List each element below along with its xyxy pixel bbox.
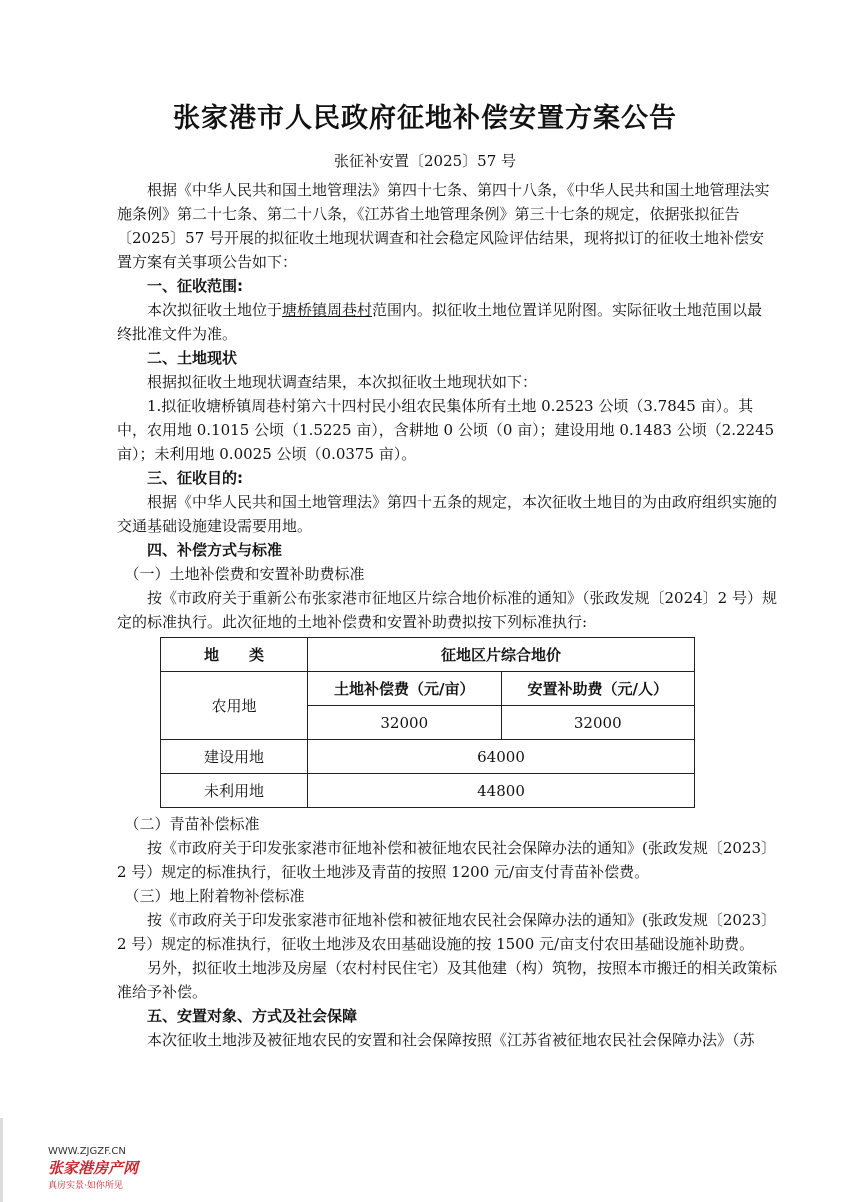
compensation-table <box>160 637 695 808</box>
table-header-resettlement: 安置补助费（元/人） <box>501 672 695 706</box>
table-cell-agri: 农用地 <box>161 672 308 740</box>
watermark-brand: 张家港房产网 <box>48 1159 139 1177</box>
table-cell-agri-land: 32000 <box>308 706 502 740</box>
table-cell-build-value: 64000 <box>308 740 695 774</box>
section-2-paragraph-1: 根据拟征收土地现状调查结果，本次拟征收土地现状如下： <box>147 373 538 391</box>
section-1-text-before: 本次拟征收土地位于 <box>147 301 283 319</box>
section-2-heading: 二、土地现状 <box>147 349 238 367</box>
subsection-2-heading: （二）青苗补偿标准 <box>124 815 260 833</box>
watermark-url: WWW.ZJGZF.CN <box>48 1146 126 1157</box>
subsection-1-paragraph: 按《市政府关于重新公布张家港市征地区片综合地价标准的通知》（张政发规〔2024〕2 号）规定的标准执行。此次征地的土地补偿费和安置补助费拟按下列标准执行: <box>117 589 777 631</box>
subsection-3-heading: （三）地上附着物补偿标准 <box>124 887 305 905</box>
subsection-2-paragraph: 按《市政府关于印发张家港市征地补偿和被征地农民社会保障办法的通知》(张政发规〔2023〕2 号）规定的标准执行，征收土地涉及青苗的按照 1200 元/亩支付青苗补偿费。 <box>117 839 777 881</box>
intro-paragraph: 根据《中华人民共和国土地管理法》第四十七条、第四十八条，《中华人民共和国土地管理法实施条例》第二十七条、第二十八条，《江苏省土地管理条例》第三十七条的规定，依据张拟征告〔2025〕57 号开展的拟征收土地现状调查和社会稳定风险评估结果，现将拟订的征收土地补偿安置方案有关事项公告如下： <box>117 181 770 271</box>
document-number: 张征补安置〔2025〕57 号 <box>333 152 517 170</box>
section-1-text-after: 范围内。拟征收土地位置详见附图。实际征收土地范围以最终批准文件为准。 <box>117 301 763 343</box>
section-1-paragraph <box>117 298 777 346</box>
table-cell-build: 建设用地 <box>161 740 308 774</box>
table-header-type: 地 类 <box>161 638 308 672</box>
section-5-heading: 五、安置对象、方式及社会保障 <box>147 1007 358 1025</box>
watermark-logo <box>48 1146 138 1191</box>
document-body <box>117 178 777 1052</box>
table-cell-agri-resettle: 32000 <box>501 706 695 740</box>
section-5-paragraph: 本次征收土地涉及被征地农民的安置和社会保障按照《江苏省被征地农民社会保障办法》（苏 <box>147 1031 755 1049</box>
table-header-price: 征地区片综合地价 <box>308 638 695 672</box>
section-4-heading: 四、补偿方式与标准 <box>147 541 283 559</box>
subsection-3-paragraph-2: 另外，拟征收土地涉及房屋（农村村民住宅）及其他建（构）筑物，按照本市搬迁的相关政策标准给予补偿。 <box>117 959 778 1001</box>
page-edge-divider <box>0 1118 3 1202</box>
section-3-paragraph: 根据《中华人民共和国土地管理法》第四十五条的规定，本次征收土地目的为由政府组织实施的交通基础设施建设需要用地。 <box>117 493 778 535</box>
table-header-land-compensation: 土地补偿费（元/亩） <box>308 672 502 706</box>
section-3-heading: 三、征收目的: <box>147 469 243 487</box>
section-1-place: 塘桥镇周巷村 <box>282 301 373 319</box>
table-cell-unused-value: 44800 <box>308 774 695 808</box>
subsection-3-paragraph: 按《市政府关于印发张家港市征地补偿和被征地农民社会保障办法的通知》(张政发规〔2023〕2 号）规定的标准执行，征收土地涉及农田基础设施的按 1500 元/亩支付农田基础设施补助费。 <box>117 911 777 953</box>
table-cell-unused: 未利用地 <box>161 774 308 808</box>
section-2-paragraph-2: 1.拟征收塘桥镇周巷村第六十四村民小组农民集体所有土地 0.2523 公顷（3.7845 亩）。其中，农用地 0.1015 公顷（1.5225 亩），含耕地 0 公顷（0 亩）；建设用地 0.1483 公顷（2.2245 亩）；未利用地 0.0025 公顷（0.0375 亩）。 <box>117 397 775 463</box>
page-title: 张家港市人民政府征地补偿安置方案公告 <box>173 103 677 134</box>
section-1-heading: 一、征收范围: <box>147 277 243 295</box>
subsection-1-heading: （一）土地补偿费和安置补助费标准 <box>124 565 365 583</box>
watermark-slogan: 真房实景·如你所见 <box>48 1181 123 1191</box>
